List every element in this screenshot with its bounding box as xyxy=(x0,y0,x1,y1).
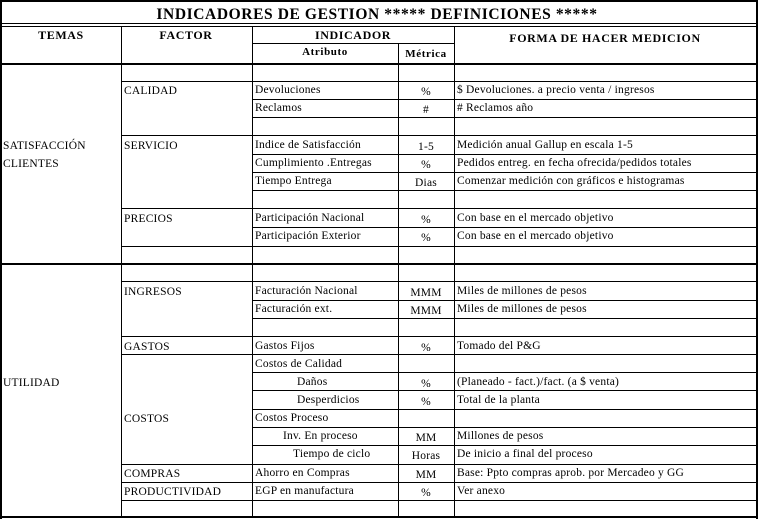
indicator-metric: Dias xyxy=(415,177,437,189)
indicator-metric: % xyxy=(421,378,431,390)
page-title: INDICADORES DE GESTION ***** DEFINICIONES ***** xyxy=(156,6,598,23)
col-line-1 xyxy=(121,26,122,516)
row-line xyxy=(252,117,758,118)
header-factor: FACTOR xyxy=(159,28,213,42)
title-separator-2 xyxy=(0,26,758,27)
measurement-method: Miles de millones de pesos xyxy=(457,285,587,297)
factor-calidad: CALIDAD xyxy=(124,85,178,97)
row-line xyxy=(252,99,758,100)
row-line xyxy=(252,409,758,410)
row-line xyxy=(121,81,758,82)
indicator-attribute: Facturación ext. xyxy=(255,303,333,315)
row-line xyxy=(252,318,758,319)
indicator-metric: MM xyxy=(415,432,437,444)
row-line xyxy=(252,390,758,391)
border-left xyxy=(0,0,2,519)
measurement-method: Con base en el mercado objetivo xyxy=(457,212,614,224)
row-line xyxy=(121,208,758,209)
measurement-method: Base: Ppto compras aprob. por Mercadeo y GG xyxy=(457,467,685,479)
indicator-metric: % xyxy=(421,86,431,98)
measurement-method: (Planeado - fact.)/fact. (a $ venta) xyxy=(457,376,620,388)
factor-ingresos: INGRESOS xyxy=(124,286,182,298)
indicator-attribute: Facturación Nacional xyxy=(255,285,358,297)
measurement-method: De inicio a final del proceso xyxy=(457,448,593,460)
indicator-attribute: Participación Nacional xyxy=(255,212,365,224)
tema-satisfaccion-line1: SATISFACCIÓN xyxy=(3,140,86,152)
border-top xyxy=(0,0,758,2)
indicator-attribute: EGP en manufactura xyxy=(255,485,354,497)
measurement-method: # Reclamos año xyxy=(457,102,534,114)
indicator-attribute: Costos de Calidad xyxy=(255,358,343,370)
factor-servicio: SERVICIO xyxy=(124,140,178,152)
header-bottom-line xyxy=(0,63,758,65)
measurement-method: Ver anexo xyxy=(457,485,506,497)
indicator-metric: MM xyxy=(415,469,437,481)
factor-precios: PRECIOS xyxy=(124,213,173,225)
row-line xyxy=(121,135,758,136)
row-line xyxy=(121,500,758,501)
header-metrica: Métrica xyxy=(405,48,447,60)
row-line xyxy=(121,281,758,282)
measurement-method: Millones de pesos xyxy=(457,430,544,442)
indicator-metric: % xyxy=(421,214,431,226)
indicator-attribute: Desperdicios xyxy=(297,394,360,406)
indicator-attribute: Ahorro en Compras xyxy=(255,467,350,479)
measurement-method: Total de la planta xyxy=(457,394,540,406)
indicator-metric: 1-5 xyxy=(418,141,434,153)
header-forma: FORMA DE HACER MEDICION xyxy=(509,31,701,45)
indicator-attribute: Costos Proceso xyxy=(255,412,329,424)
row-line xyxy=(121,246,758,247)
measurement-method: Con base en el mercado objetivo xyxy=(457,230,614,242)
indicator-metric: MMM xyxy=(410,305,442,317)
row-line xyxy=(121,354,758,355)
measurement-method: Medición anual Gallup en escala 1-5 xyxy=(457,139,633,151)
indicator-metric: # xyxy=(423,104,429,116)
indicator-header-divider xyxy=(252,43,454,44)
row-line xyxy=(252,445,758,446)
header-temas: TEMAS xyxy=(38,28,84,42)
indicator-attribute: Daños xyxy=(297,376,328,388)
indicator-attribute: Devoluciones xyxy=(255,84,321,96)
factor-productividad: PRODUCTIVIDAD xyxy=(124,486,222,498)
indicator-metric: Horas xyxy=(411,450,441,462)
row-line xyxy=(252,154,758,155)
indicator-attribute: Participación Exterior xyxy=(255,230,361,242)
indicator-metric: % xyxy=(421,232,431,244)
indicator-metric: % xyxy=(421,159,431,171)
factor-costos: COSTOS xyxy=(124,413,170,425)
row-line xyxy=(121,336,758,337)
tema-utilidad: UTILIDAD xyxy=(3,377,60,389)
row-line xyxy=(121,464,758,465)
indicator-metric: % xyxy=(421,487,431,499)
row-line xyxy=(252,372,758,373)
factor-gastos: GASTOS xyxy=(124,341,170,353)
row-line xyxy=(252,427,758,428)
row-line xyxy=(121,482,758,483)
row-line xyxy=(252,227,758,228)
factor-compras: COMPRAS xyxy=(124,468,181,480)
indicator-attribute: Tiempo Entrega xyxy=(255,175,332,187)
indicator-attribute: Reclamos xyxy=(255,102,302,114)
indicator-metric: MMM xyxy=(410,287,442,299)
indicator-attribute: Inv. En proceso xyxy=(283,430,358,442)
section-divider xyxy=(0,263,758,265)
indicator-attribute: Indice de Satisfacción xyxy=(255,139,361,151)
indicator-metric: % xyxy=(421,342,431,354)
header-indicador: INDICADOR xyxy=(314,28,392,42)
measurement-method: Pedidos entreg. en fecha ofrecida/pedidos totales xyxy=(457,157,692,169)
row-line xyxy=(252,172,758,173)
row-line xyxy=(252,190,758,191)
border-bottom xyxy=(0,516,758,518)
measurement-method: Miles de millones de pesos xyxy=(457,303,587,315)
row-line xyxy=(252,300,758,301)
indicator-attribute: Tiempo de ciclo xyxy=(293,448,371,460)
indicator-attribute: Gastos Fijos xyxy=(255,340,315,352)
measurement-method: $ Devoluciones. a precio venta / ingresos xyxy=(457,84,655,96)
indicator-attribute: Cumplimiento .Entregas xyxy=(255,157,372,169)
measurement-method: Tomado del P&G xyxy=(457,340,541,352)
header-atributo: Atributo xyxy=(302,46,348,58)
indicator-metric: % xyxy=(421,396,431,408)
measurement-method: Comenzar medición con gráficos e histogramas xyxy=(457,175,685,187)
tema-satisfaccion-line2: CLIENTES xyxy=(3,158,59,170)
